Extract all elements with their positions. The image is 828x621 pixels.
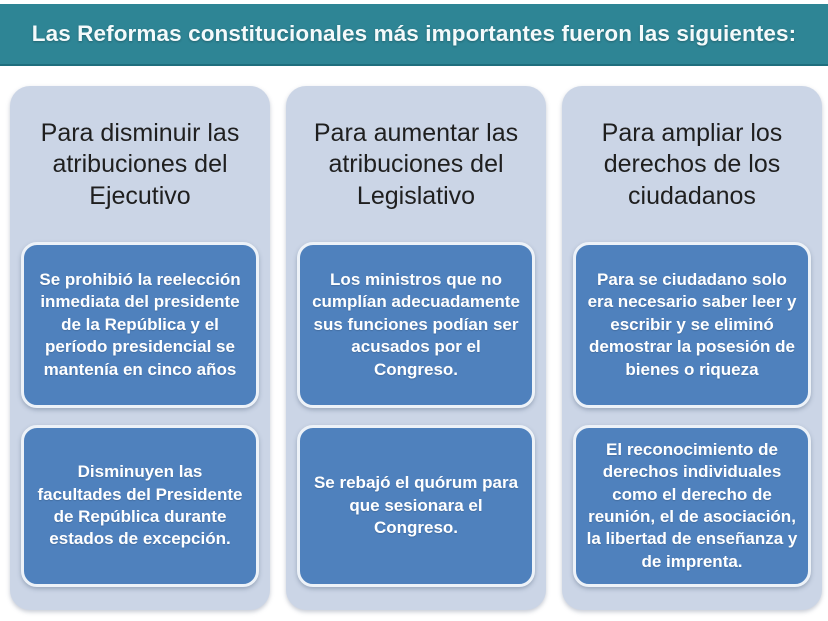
- reform-box: Disminuyen las facultades del Presidente de República durante estados de excepción.: [21, 425, 259, 587]
- column-title: Para aumentar las atribuciones del Legislativo: [313, 118, 519, 210]
- columns-container: [0, 86, 828, 610]
- page-title: Las Reformas constitucionales más importantes fueron las siguientes:: [31, 21, 797, 46]
- reform-box: El reconocimiento de derechos individuales como el derecho de reunión, el de asociación, la libertad de enseñanza y de imprenta.: [573, 425, 811, 587]
- column-legislativo: [286, 86, 546, 610]
- column-title: Para ampliar los derechos de los ciudadanos: [601, 118, 783, 210]
- reform-box: Se prohibió la reelección inmediata del presidente de la República y el período presidencial se mantenía en cinco años: [21, 242, 259, 408]
- column-title: Para disminuir las atribuciones del Ejecutivo: [40, 118, 240, 210]
- column-ejecutivo: [10, 86, 270, 610]
- header-bar: [0, 4, 828, 66]
- reform-box: Se rebajó el quórum para que sesionara el Congreso.: [297, 425, 535, 587]
- column-ciudadanos: [562, 86, 822, 610]
- reform-box: Para se ciudadano solo era necesario saber leer y escribir y se eliminó demostrar la posesión de bienes o riqueza: [573, 242, 811, 408]
- reform-box: Los ministros que no cumplían adecuadamente sus funciones podían ser acusados por el Congreso.: [297, 242, 535, 408]
